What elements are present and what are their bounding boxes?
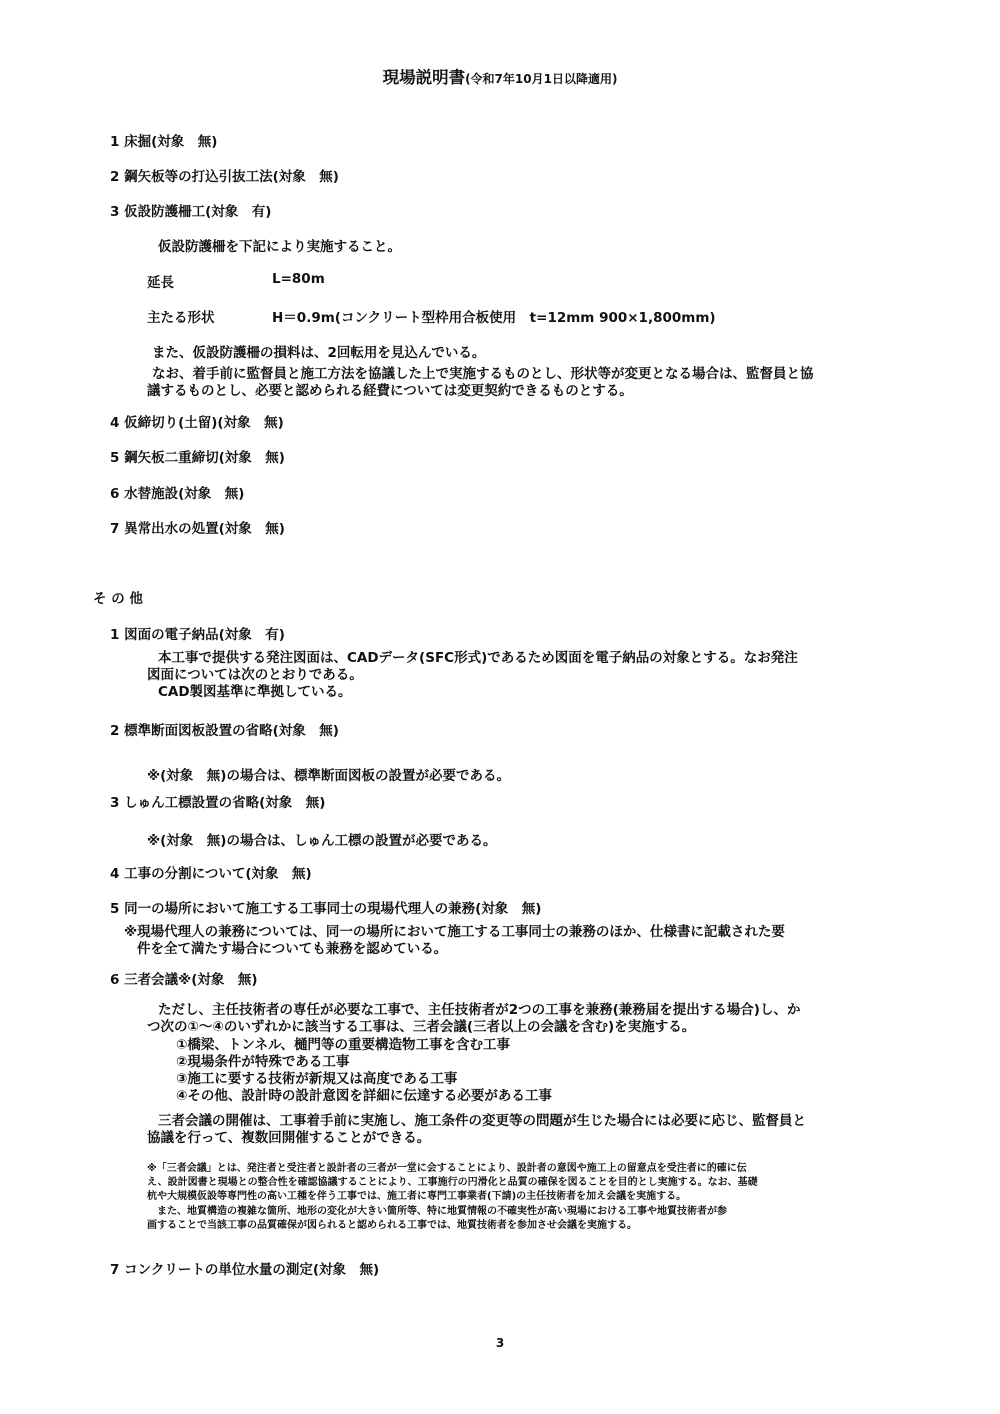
document-title xyxy=(0,64,1000,88)
length-value: L=80m xyxy=(272,271,325,287)
item-3-note2-line2: 議するものとし、必要と認められる経費については変更契約できるものとする。 xyxy=(147,383,633,399)
other-item-6-footnote-3: 杭や大規模仮設等専門性の高い工種を伴う工事では、施工者に専門工事業者(下請)の主任技術者を加え会議を実施する。 xyxy=(147,1191,687,1202)
shape-label: 主たる形状 xyxy=(147,310,215,326)
other-item-1-line3: CAD製図基準に準拠している。 xyxy=(158,684,352,700)
other-item-5-line1: ※現場代理人の兼務については、同一の場所において施工する工事同士の兼務のほか、仕様書に記載された要 xyxy=(124,924,785,940)
other-item-7-heading: 7 コンクリートの単位水量の測定(対象 無) xyxy=(110,1262,380,1278)
other-item-6-list-2: ②現場条件が特殊である工事 xyxy=(176,1054,350,1070)
shape-value: H＝0.9m(コンクリート型枠用合板使用 t=12mm 900×1,800mm) xyxy=(272,310,716,326)
other-item-6-footnote-4: また、地質構造の複雑な箇所、地形の変化が大きい箇所等、特に地質情報の不確実性が高い現場における工事や地質技術者が参 xyxy=(147,1206,727,1217)
title-sub: (令和7年10月1日以降適用) xyxy=(465,72,618,86)
other-item-1-heading: 1 図面の電子納品(対象 有) xyxy=(110,627,285,643)
length-label: 延長 xyxy=(147,275,174,291)
other-item-4-heading: 4 工事の分割について(対象 無) xyxy=(110,866,312,882)
other-heading: そ の 他 xyxy=(93,591,143,607)
item-7-heading: 7 異常出水の処置(対象 無) xyxy=(110,521,285,537)
other-item-5-heading: 5 同一の場所において施工する工事同士の現場代理人の兼務(対象 無) xyxy=(110,901,542,917)
other-item-6-after-line2: 協議を行って、複数回開催することができる。 xyxy=(147,1130,431,1146)
item-6-heading: 6 水替施設(対象 無) xyxy=(110,486,245,502)
item-3-note1: また、仮設防護柵の損料は、2回転用を見込んでいる。 xyxy=(152,345,486,361)
title-main: 現場説明書 xyxy=(382,68,466,87)
item-2-heading: 2 鋼矢板等の打込引抜工法(対象 無) xyxy=(110,169,339,185)
other-item-3-note: ※(対象 無)の場合は、しゅん工標の設置が必要である。 xyxy=(147,833,497,849)
other-item-3-heading: 3 しゅん工標設置の省略(対象 無) xyxy=(110,795,326,811)
other-item-6-list-4: ④その他、設計時の設計意図を詳細に伝達する必要がある工事 xyxy=(176,1088,552,1104)
other-item-6-list-1: ①橋梁、トンネル、樋門等の重要構造物工事を含む工事 xyxy=(176,1037,510,1053)
other-item-5-line2: 件を全て満たす場合についても兼務を認めている。 xyxy=(137,941,448,957)
item-1-heading: 1 床掘(対象 無) xyxy=(110,134,218,150)
item-3-heading: 3 仮設防護柵工(対象 有) xyxy=(110,204,272,220)
other-item-6-line2: つ次の①～④のいずれかに該当する工事は、三者会議(三者以上の会議を含む)を実施する。 xyxy=(147,1019,696,1035)
other-item-6-line1: ただし、主任技術者の専任が必要な工事で、主任技術者が2つの工事を兼務(兼務届を提出する場合)し、か xyxy=(158,1002,801,1018)
item-4-heading: 4 仮締切り(土留)(対象 無) xyxy=(110,415,284,431)
other-item-1-line1: 本工事で提供する発注図面は、CADデータ(SFC形式)であるため図面を電子納品の対象とする。なお発注 xyxy=(158,650,798,666)
other-item-6-after-line1: 三者会議の開催は、工事着手前に実施し、施工条件の変更等の問題が生じた場合には必要に応じ、監督員と xyxy=(158,1113,806,1129)
item-3-note2-line1: なお、着手前に監督員と施工方法を協議した上で実施するものとし、形状等が変更となる場合は、監督員と協 xyxy=(152,366,814,382)
other-item-2-heading: 2 標準断面図板設置の省略(対象 無) xyxy=(110,723,339,739)
other-item-1-line2: 図面については次のとおりである。 xyxy=(147,667,363,683)
other-item-6-footnote-2: え、設計図書と現場との整合性を確認協議することにより、工事施行の円滑化と品質の確保を図ることを目的とし実施する。なお、基礎 xyxy=(147,1177,758,1188)
page-number: 3 xyxy=(495,1336,505,1350)
other-item-6-footnote-5: 画することで当該工事の品質確保が図られると認められる工事では、地質技術者を参加させ会議を実施する。 xyxy=(147,1220,637,1231)
item-3-intro: 仮設防護柵を下記により実施すること。 xyxy=(158,239,401,255)
other-item-6-heading: 6 三者会議※(対象 無) xyxy=(110,972,258,988)
other-item-6-footnote-1: ※「三者会議」とは、発注者と受注者と設計者の三者が一堂に会することにより、設計者の意図や施工上の留意点を受注者に的確に伝 xyxy=(147,1163,747,1174)
item-5-heading: 5 鋼矢板二重締切(対象 無) xyxy=(110,450,285,466)
other-item-6-list-3: ③施工に要する技術が新規又は高度である工事 xyxy=(176,1071,458,1087)
other-item-2-note: ※(対象 無)の場合は、標準断面図板の設置が必要である。 xyxy=(147,768,510,784)
